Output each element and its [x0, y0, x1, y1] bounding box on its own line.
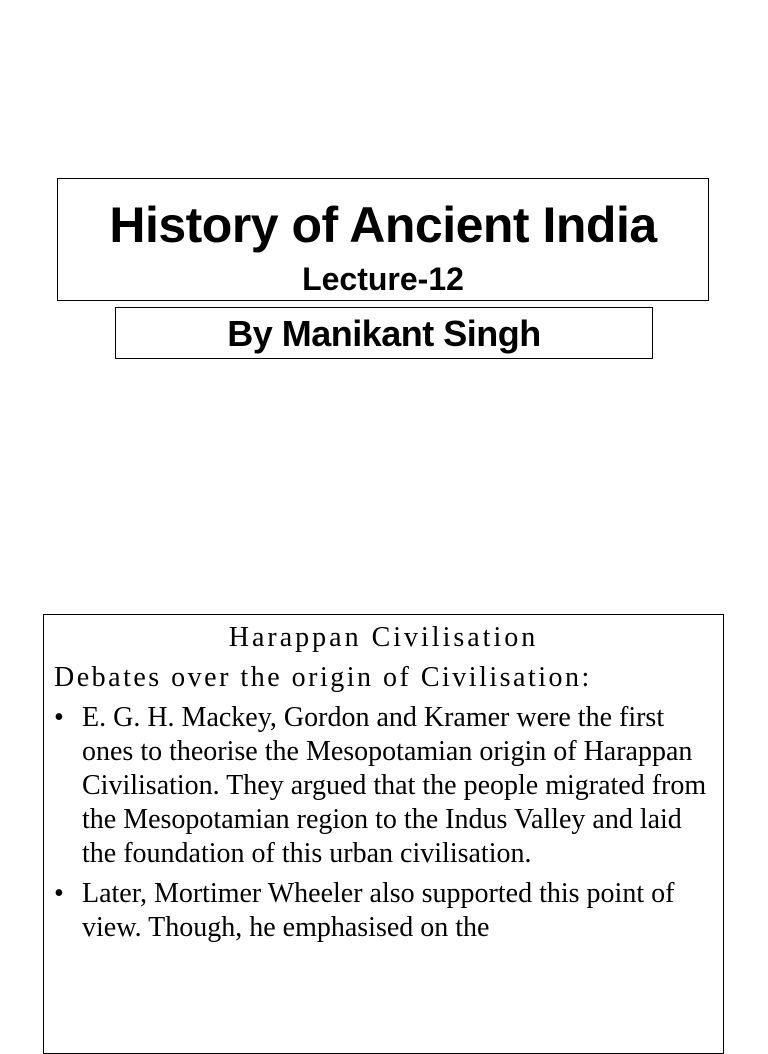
- list-item-text: E. G. H. Mackey, Gordon and Kramer were the first ones to theorise the Mesopotamian origin of Harappan Civilisation. They argued that the people migrated from the Mesopotamian region to the Indus Valley and laid the foundation of this urban civilisation.: [82, 702, 707, 869]
- list-item: [54, 877, 713, 945]
- lecture-number: Lecture-12: [302, 261, 464, 297]
- bullet-marker: •: [54, 702, 64, 733]
- section-heading: Harappan Civilisation: [228, 622, 539, 653]
- document-title: History of Ancient India: [109, 197, 657, 253]
- section-subheading: Debates over the origin of Civilisation:: [54, 662, 592, 693]
- bullet-list: [54, 701, 713, 945]
- author-box: By Manikant Singh: [115, 307, 653, 359]
- list-item-text: Later, Mortimer Wheeler also supported this point of view. Though, he emphasised on the: [82, 878, 675, 943]
- list-item: [54, 701, 713, 871]
- bullet-marker: •: [54, 878, 64, 909]
- title-box: [57, 178, 709, 301]
- content-box: [43, 614, 724, 1054]
